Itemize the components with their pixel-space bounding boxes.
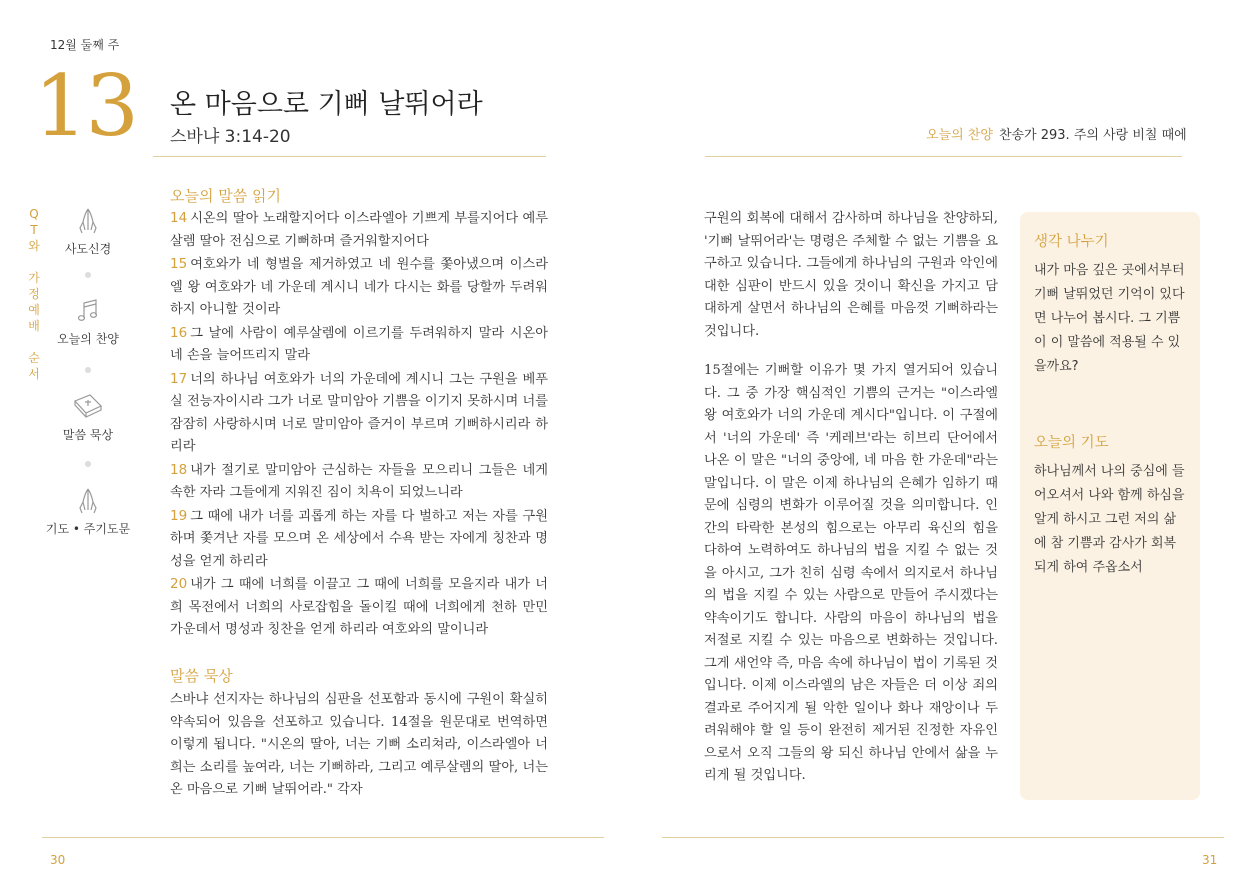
separator-dot xyxy=(85,461,91,467)
header-divider-right xyxy=(705,156,1182,157)
sidebar-item-label: 오늘의 찬양 xyxy=(57,332,119,346)
verse-text: 내가 그 때에 너희를 이끌고 그 때에 너희를 모을지라 내가 너희 목전에서 너희의 사로잡힘을 돌이킬 때에 너희에게 천하 만민 가운데서 명성과 칭찬을 얻게 하리라 여호와의 말이니라 xyxy=(170,577,548,637)
qt-char: 순 xyxy=(28,351,40,365)
bible-icon xyxy=(72,392,104,422)
qt-char: 서 xyxy=(28,367,40,381)
footer-divider-left xyxy=(42,837,604,838)
page-number-right: 31 xyxy=(1202,853,1218,867)
verse xyxy=(170,459,548,505)
meditation-paragraph: 15절에는 기뻐할 이유가 몇 가지 열거되어 있습니다. 그 중 가장 핵심적인 기쁨의 근거는 "이스라엘 왕 여호와가 너의 가운데 계시다"입니다. 이 구절에서 '너의 가운데' 즉 '케레브'라는 히브리 단어에서 나온 이 말은 "너의 중앙에, 네 마음 한 가운데"라는 말입니다. 이 말은 이제 하나님의 은혜가 임하기 때문에 심령의 변화가 이루어질 것을 의미합니다. 인간의 타락한 본성의 힘으로는 아무리 육신의 힘을 다하여 노력하여도 하나님의 법을 지킬 수 없는 것을 아시고, 그가 친히 심령 속에서 의지로서 하나님의 법을 지킬 수 있는 사람으로 만들어 주시겠다는 약속이기도 합니다. 사람의 마음이 하나님의 법을 저절로 지킬 수 있는 마음으로 변화하는 것입니다. 그게 새언약 즉, 마음 속에 하나님이 법이 기록된 것입니다. 이제 이스라엘의 남은 자들은 더 이상 죄의 결과로 주어지게 될 악한 일이나 화나 재앙이나 두려워해야 할 일 등이 완전히 제거된 진정한 자유인으로서 오직 그들의 왕 되신 하나님 안에서 삶을 누리게 될 것입니다. xyxy=(704,363,998,783)
sidebar-item-label: 말씀 묵상 xyxy=(62,428,114,442)
qt-char: T xyxy=(30,223,38,237)
verse-text: 그 때에 내가 너를 괴롭게 하는 자를 다 벌하고 저는 자를 구원하며 쫓겨난 자를 모으며 온 세상에서 수욕 받는 자에게 칭찬과 명성을 얻게 하리라 xyxy=(170,508,548,569)
hymn-title: 찬송가 293. 주의 사랑 비칠 때에 xyxy=(998,128,1187,143)
share-heading: 생각 나누기 xyxy=(1034,234,1109,250)
verse xyxy=(170,573,548,642)
verse-number: 16 xyxy=(170,324,188,341)
verse-number: 19 xyxy=(170,507,188,524)
verse-number: 18 xyxy=(170,461,188,478)
page-number-left: 30 xyxy=(50,853,66,867)
verse xyxy=(170,505,548,574)
separator-dot xyxy=(85,367,91,373)
day-number: 13 xyxy=(34,57,137,155)
verse-text: 시온의 딸아 노래할지어다 이스라엘아 기쁘게 부를지어다 예루살렘 딸아 전심으로 기뻐하며 즐거워할지어다 xyxy=(170,211,548,249)
verse-text: 내가 절기로 말미암아 근심하는 자들을 모으리니 그들은 네게 속한 자라 그들에게 지워진 짐이 치욕이 되었느니라 xyxy=(170,462,548,500)
verse xyxy=(170,253,548,322)
reflection-box xyxy=(1020,212,1200,800)
week-label: 12월 둘째 주 xyxy=(50,38,120,52)
music-note-icon xyxy=(73,296,103,326)
sidebar-item-label: 사도신경 xyxy=(64,242,112,256)
verse-text: 너의 하나님 여호와가 너의 가운데에 계시니 그는 구원을 베푸실 전능자이시라 그가 너로 말미암아 기쁨을 이기지 못하시며 너를 잠잠히 사랑하시며 너로 말미암아 즐거이 부르며 기뻐하시리라 하리라 xyxy=(170,371,548,454)
meditation-paragraph: 스바냐 선지자는 하나님의 심판을 선포함과 동시에 구원이 확실히 약속되어 있음을 선포하고 있습니다. 14절을 원문대로 번역하면 이렇게 됩니다. "시온의 딸아, 너는 기뻐 소리쳐라, 이스라엘아 너희는 소리를 높여라, 너는 기뻐하라, 그리고 예루살렘의 딸아, 너는 온 마음으로 기뻐 날뛰어라." 각자 xyxy=(170,692,548,797)
todays-hymn xyxy=(926,124,1187,143)
qt-char: 배 xyxy=(28,319,40,333)
qt-char: 정 xyxy=(28,287,40,301)
verse-number: 20 xyxy=(170,576,188,592)
verse xyxy=(170,322,548,368)
reading-heading: 오늘의 말씀 읽기 xyxy=(170,187,281,205)
verse-number: 15 xyxy=(170,256,188,272)
share-text: 내가 마음 깊은 곳에서부터 기뻐 날뛰었던 기억이 있다면 나누어 봅시다. 그 기쁨이 이 말씀에 적용될 수 있을까요? xyxy=(1034,263,1185,374)
meditation-heading: 말씀 묵상 xyxy=(170,667,233,685)
verse-text: 그 날에 사람이 예루살렘에 이르기를 두려워하지 말라 시온아 네 손을 늘어뜨리지 말라 xyxy=(170,325,548,363)
verse-number: 17 xyxy=(170,370,188,387)
scripture-reference: 스바냐 3:14-20 xyxy=(170,127,291,147)
page-title: 온 마음으로 기뻐 날뛰어라 xyxy=(170,89,483,120)
praying-hands-icon xyxy=(73,206,103,236)
prayer-text: 하나님께서 나의 중심에 들어오셔서 나와 함께 하심을 알게 하시고 그런 저의 삶에 참 기쁨과 감사가 회복되게 하여 주옵소서 xyxy=(1034,464,1185,575)
verse-number: 14 xyxy=(170,210,188,226)
header-divider-left xyxy=(153,156,546,157)
qt-char: Q xyxy=(29,207,39,221)
sidebar-item-hymn xyxy=(33,296,143,347)
qt-char: 와 xyxy=(28,239,40,253)
hymn-label: 오늘의 찬양 xyxy=(926,128,993,143)
qt-char: 가 xyxy=(28,271,40,285)
verse xyxy=(170,207,548,253)
separator-dot xyxy=(85,272,91,278)
qt-char: 예 xyxy=(28,303,40,317)
verse-list xyxy=(170,207,548,642)
prayer-heading: 오늘의 기도 xyxy=(1034,435,1109,451)
sidebar-item-label: 기도 • 주기도문 xyxy=(45,522,131,536)
sidebar-item-creed xyxy=(33,206,143,257)
praying-hands-icon xyxy=(73,486,103,516)
verse-text: 여호와가 네 형벌을 제거하였고 네 원수를 쫓아냈으며 이스라엘 왕 여호와가 네 가운데 계시니 네가 다시는 화를 당할까 두려워하지 아니할 것이라 xyxy=(170,257,548,317)
sidebar-item-prayer xyxy=(33,486,143,537)
footer-divider-right xyxy=(662,837,1224,838)
meditation-paragraph: 구원의 회복에 대해서 감사하며 하나님을 찬양하되, '기뻐 날뛰어라'는 명령은 주체할 수 없는 기쁨을 요구하고 있습니다. 그들에게 하나님의 구원과 악인에 대한 심판이 반드시 있을 것이니 확신을 가지고 담대하게 살면서 하나님의 은혜를 마음껏 기뻐하라는 것입니다. xyxy=(704,211,998,339)
sidebar-item-meditation xyxy=(33,392,143,443)
verse xyxy=(170,368,548,459)
